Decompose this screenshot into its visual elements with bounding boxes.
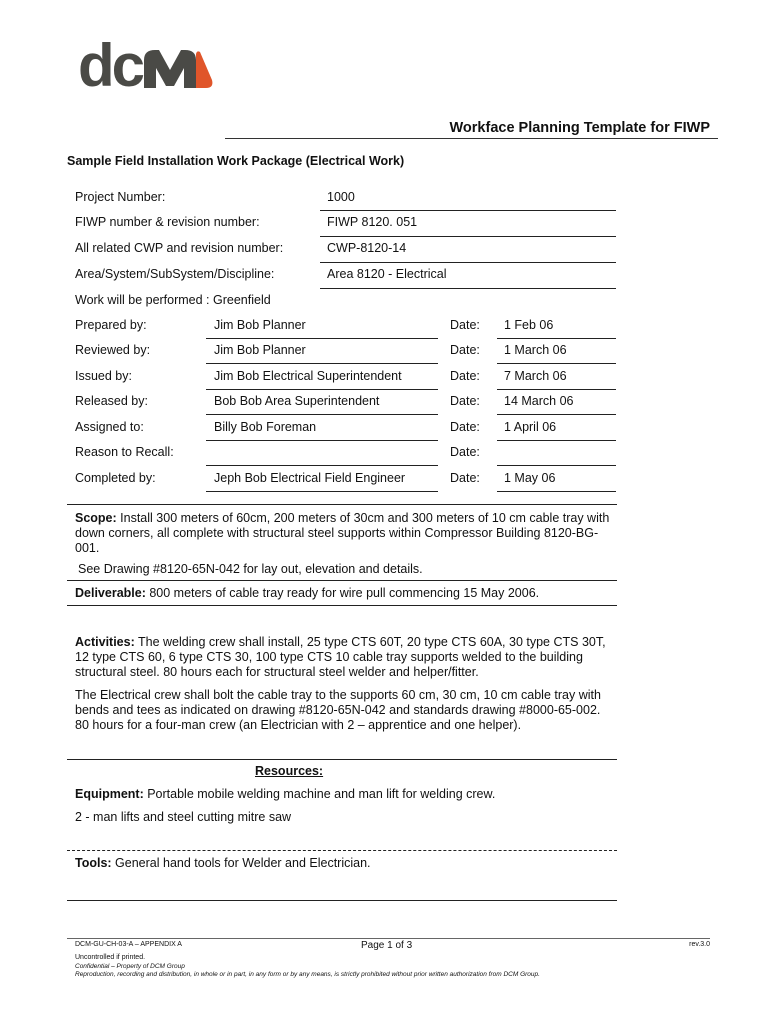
- footer-revision: rev.3.0: [689, 941, 710, 948]
- title-rule: [225, 138, 718, 139]
- signoff-label: Prepared by:: [75, 318, 147, 332]
- fiwp-line: [320, 236, 616, 237]
- dashed-divider: [67, 850, 617, 851]
- signoff-name: Jeph Bob Electrical Field Engineer: [214, 471, 406, 485]
- date-label: Date:: [450, 318, 480, 332]
- footer-rule: [67, 938, 710, 939]
- dcm-logo: [78, 38, 218, 92]
- document-subtitle: Sample Field Installation Work Package (Electrical Work): [67, 154, 405, 168]
- project-number-value: 1000: [327, 190, 355, 204]
- resources-heading: Resources:: [255, 764, 324, 778]
- document-title: Workface Planning Template for FIWP: [449, 120, 710, 136]
- equipment-paragraph: [75, 787, 615, 802]
- signoff-date: 1 May 06: [504, 471, 556, 485]
- signoff-date: 14 March 06: [504, 394, 574, 408]
- footer-reproduction-notice: Reproduction, recording and distribution, in whole or in part, in any form or by any means, is strictly prohibited without prior written authorization from DCM Group.: [75, 971, 540, 978]
- date-label: Date:: [450, 369, 480, 383]
- project-number-label: Project Number:: [75, 190, 166, 204]
- signoff-date: 7 March 06: [504, 369, 567, 383]
- signoff-name: Bob Bob Area Superintendent: [214, 394, 380, 408]
- signoff-label: Issued by:: [75, 369, 132, 383]
- deliverable-paragraph: [75, 586, 615, 601]
- tools-label: Tools:: [75, 856, 112, 870]
- svg-text:dc: dc: [78, 38, 143, 92]
- equipment-text: Portable mobile welding machine and man lift for welding crew.: [143, 787, 496, 801]
- signoff-name: Jim Bob Electrical Superintendent: [214, 369, 402, 383]
- cwp-value: CWP-8120-14: [327, 241, 407, 255]
- activities-label: Activities:: [75, 635, 135, 649]
- deliverable-label: Deliverable:: [75, 586, 146, 600]
- area-line: [320, 288, 616, 289]
- section-divider: [67, 605, 617, 606]
- date-label: Date:: [450, 445, 480, 459]
- fiwp-value: FIWP 8120. 051: [327, 215, 418, 229]
- date-label: Date:: [450, 471, 480, 485]
- signoff-label: Assigned to:: [75, 420, 144, 434]
- activities-paragraph: [75, 635, 615, 680]
- equipment-paragraph-2: 2 - man lifts and steel cutting mitre saw: [75, 810, 292, 824]
- section-divider: [67, 580, 617, 581]
- section-divider: [67, 900, 617, 901]
- signoff-name: Jim Bob Planner: [214, 318, 306, 332]
- date-label: Date:: [450, 394, 480, 408]
- scope-paragraph: [75, 511, 615, 556]
- date-label: Date:: [450, 420, 480, 434]
- signoff-label: Reason to Recall:: [75, 445, 174, 459]
- scope-label: Scope:: [75, 511, 117, 525]
- signoff-label: Reviewed by:: [75, 343, 151, 357]
- tools-paragraph: [75, 856, 615, 871]
- date-label: Date:: [450, 343, 480, 357]
- footer-uncontrolled: Uncontrolled if printed.: [75, 954, 146, 961]
- signoff-label: Released by:: [75, 394, 148, 408]
- signoff-date: 1 March 06: [504, 343, 567, 357]
- equipment-label: Equipment:: [75, 787, 144, 801]
- signoff-date: 1 Feb 06: [504, 318, 554, 332]
- scope-text: Install 300 meters of 60cm, 200 meters of 30cm and 300 meters of 10 cm cable tray with down corners, all complete with structural steel supports within Compressor Building 8120-BG-001.: [75, 511, 610, 555]
- signoff-name: Jim Bob Planner: [214, 343, 306, 357]
- scope-drawing: See Drawing #8120-65N-042 for lay out, elevation and details.: [78, 562, 423, 576]
- signoff-label: Completed by:: [75, 471, 156, 485]
- signoff-date: 1 April 06: [504, 420, 557, 434]
- project-number-line: [320, 210, 616, 211]
- tools-text: General hand tools for Welder and Electrician.: [111, 856, 371, 870]
- cwp-label: All related CWP and revision number:: [75, 241, 284, 255]
- fiwp-label: FIWP number & revision number:: [75, 215, 260, 229]
- activities-electrical-paragraph: The Electrical crew shall bolt the cable tray to the supports 60 cm, 30 cm, 10 cm cable tray with bends and tees as indicated on drawing #8120-65N-042 and standards drawing #8000-65-002. 80 hours for a four-man crew (an Electrician with 2 – apprentice and one helper).: [75, 688, 601, 732]
- section-divider: [67, 759, 617, 760]
- section-divider: [67, 504, 617, 505]
- area-value: Area 8120 - Electrical: [327, 267, 447, 281]
- cwp-line: [320, 262, 616, 263]
- signoff-name: Billy Bob Foreman: [214, 420, 317, 434]
- footer-page-number: Page 1 of 3: [361, 940, 413, 951]
- area-label: Area/System/SubSystem/Discipline:: [75, 267, 275, 281]
- activities-text: The welding crew shall install, 25 type CTS 60T, 20 type CTS 60A, 30 type CTS 30T, 12 type CTS 60, 6 type CTS 30, 100 type CTS 10 cable tray supports welded to the building structural steel. 80 hours each for structural steel welder and helper/fitter.: [75, 635, 606, 679]
- work-performed: Work will be performed : Greenfield: [75, 293, 271, 307]
- deliverable-text: 800 meters of cable tray ready for wire pull commencing 15 May 2006.: [145, 586, 540, 600]
- logo-m-mark: [144, 50, 196, 88]
- footer-confidential: Confidential – Property of DCM Group: [75, 963, 185, 970]
- footer-doc-code: DCM-GU-CH-03-A – APPENDIX A: [75, 941, 182, 948]
